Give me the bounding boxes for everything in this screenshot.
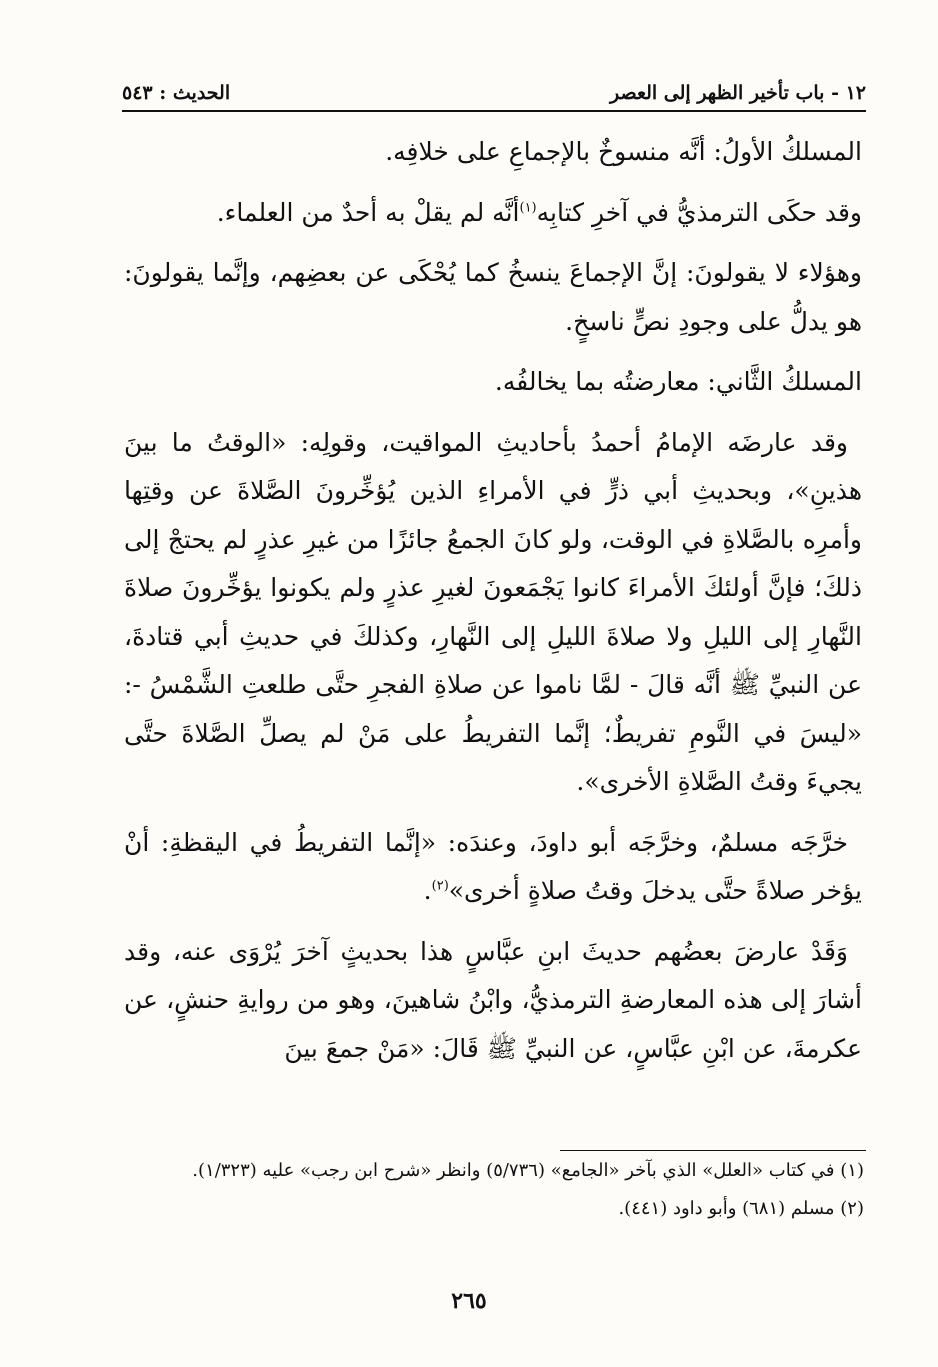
paragraph-tirmidhi (124, 189, 862, 238)
footnotes (124, 1156, 864, 1232)
footnote-ref-1: (١) (519, 200, 537, 216)
paragraph-second-approach: المسلكُ الثَّاني: معارضتُه بما يخالفُه. (494, 367, 862, 396)
footnote-1: (١) في كتاب «العلل» الذي بآخر «الجامع» (٥/٧٣٦) وانظر «شرح ابن رجب» عليه (١/٣٢٣). (192, 1160, 864, 1181)
paragraph-ibn-abbas: وَقَدْ عارضَ بعضُهم حديثَ ابنِ عبَّاسٍ هذا بحديثٍ آخرَ يُرْوَى عنه، وقد أشارَ إلى هذه المعارضةِ الترمذيُّ، وابْنُ شاهينَ، وهو من روايةِ حنشٍ، عن عكرمةَ، عن ابْنِ عبَّاسٍ، عن النبيِّ ﷺ قَالَ: «مَنْ جمعَ بينَ (124, 936, 862, 1063)
text-segment: خرَّجَه مسلمٌ، وخرَّجَه أبو داودَ، وعندَه: «إنَّما التفريطُ في اليقظةِ: أنْ يؤخر صلاةً حتَّى يدخلَ وقتُ صلاةٍ أخرى» (124, 827, 862, 905)
paragraph-first-approach: المسلكُ الأولُ: أنَّه منسوخٌ بالإجماعِ على خلافِه. (385, 137, 862, 166)
text-segment: أنَّه لم يقلْ به أحدٌ من العلماء. (216, 197, 520, 227)
footnote-divider (560, 1150, 866, 1151)
footnote-2: (٢) مسلم (٦٨١) وأبو داود (٤٤١). (618, 1198, 864, 1219)
paragraph-ahmad-opposition: وقد عارضَه الإمامُ أحمدُ بأحاديثِ المواقيت، وقولِه: «الوقتُ ما بينَ هذينِ»، وبحديثِ أبي ذرٍّ في الأمراءِ الذين يُؤخِّرونَ الصَّلاةَ عن وقتِها وأمرِه بالصَّلاةِ في الوقت، ولو كانَ الجمعُ جائزًا من غيرِ عذرٍ لم يحتجْ إلى ذلكَ؛ فإنَّ أولئكَ الأمراءَ كانوا يَجْمَعونَ لغيرِ عذرٍ ولم يكونوا يؤخِّرونَ صلاةَ النَّهارِ إلى الليلِ ولا صلاةَ الليلِ إلى النَّهارِ، وكذلكَ في حديثِ أبي قتادةَ، عن النبيِّ ﷺ أنَّه قالَ - لمَّا ناموا عن صلاةِ الفجرِ حتَّى طلعتِ الشَّمْسُ -: «ليسَ في النَّومِ تفريطٌ؛ إنَّما التفريطُ على مَنْ لم يصلِّ الصَّلاةَ حتَّى يجيءَ وقتُ الصَّلاةِ الأخرى». (124, 427, 862, 796)
running-header (122, 80, 866, 112)
paragraph-muslim-abu-dawud (124, 819, 862, 916)
hadith-number: الحديث : ٥٤٣ (122, 82, 231, 104)
main-text (124, 128, 862, 1085)
paragraph-consensus: وهؤلاء لا يقولونَ: إنَّ الإجماعَ ينسخُ كما يُحْكَى عن بعضِهم، وإنَّما يقولونَ: هو يدلُّ على وجودِ نصٍّ ناسخٍ. (124, 258, 862, 336)
page-number: ٢٦٥ (451, 1288, 487, 1314)
text-segment: وقد حكَى الترمذيُّ في آخرِ كتابِه (536, 197, 862, 227)
footnote-ref-2: (٢) (431, 878, 449, 894)
chapter-title: ١٢ - باب تأخير الظهر إلى العصر (610, 82, 866, 104)
text-segment: . (423, 876, 432, 905)
